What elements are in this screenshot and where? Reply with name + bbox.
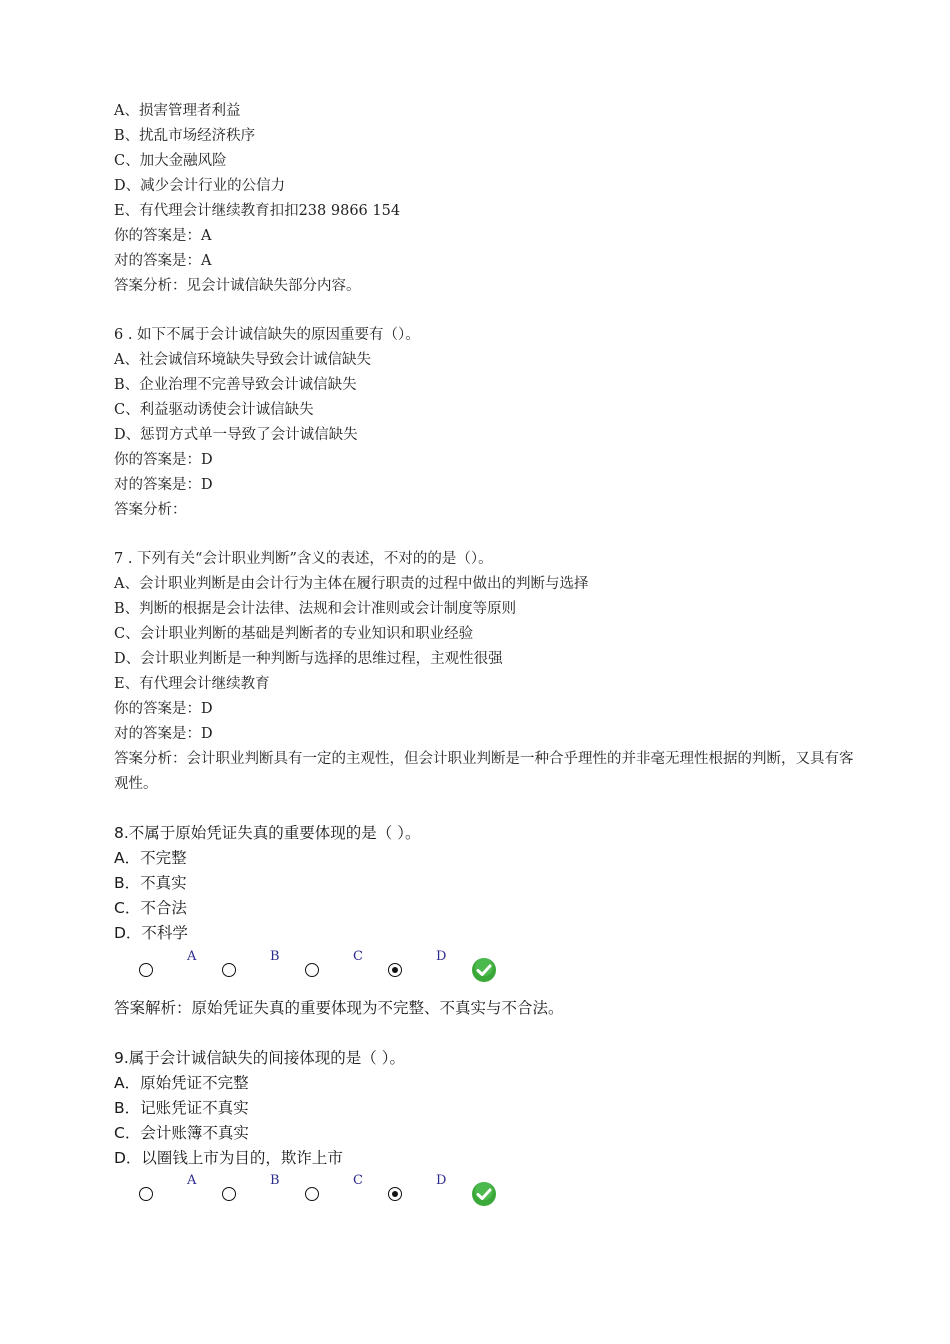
q9-choice-letter-c: C xyxy=(353,1173,363,1188)
q8-radio-d-selected[interactable] xyxy=(388,963,402,977)
q6-your-answer: 你的答案是：D xyxy=(114,452,213,468)
q9-radio-b[interactable] xyxy=(222,1187,236,1201)
q5-correct-answer: 对的答案是：A xyxy=(114,253,212,269)
q6-correct-answer: 对的答案是：D xyxy=(114,477,213,493)
q7-analysis: 答案分析：会计职业判断具有一定的主观性，但会计职业判断是一种合乎理性的并非毫无理性根据的判断，又具有客观性。 xyxy=(114,751,854,792)
q9-question: 9.属于会计诚信缺失的间接体现的是（ ）。 xyxy=(114,1049,405,1067)
q6-analysis: 答案分析： xyxy=(114,502,187,518)
q7-option-e: E、有代理会计继续教育 xyxy=(114,676,270,692)
q8-analysis: 答案解析：原始凭证失真的重要体现为不完整、不真实与不合法。 xyxy=(114,999,564,1017)
q9-option-c: C．会计账簿不真实 xyxy=(114,1124,249,1142)
q5-option-d: D、减少会计行业的公信力 xyxy=(114,178,286,194)
q8-question: 8.不属于原始凭证失真的重要体现的是（ ）。 xyxy=(114,824,421,842)
q8-option-c: C．不合法 xyxy=(114,899,187,917)
q5-option-c: C、加大金融风险 xyxy=(114,153,227,169)
q5-option-a: A、损害管理者利益 xyxy=(114,103,241,119)
q9-option-a: A．原始凭证不完整 xyxy=(114,1074,249,1092)
q5-your-answer: 你的答案是：A xyxy=(114,228,212,244)
q7-option-a: A、会计职业判断是由会计行为主体在履行职责的过程中做出的判断与选择 xyxy=(114,576,589,592)
q9-choice-letter-a: A xyxy=(187,1173,197,1188)
correct-check-icon xyxy=(471,957,497,983)
q7-option-c: C、会计职业判断的基础是判断者的专业知识和职业经验 xyxy=(114,626,474,642)
q7-option-b: B、判断的根据是会计法律、法规和会计准则或会计制度等原则 xyxy=(114,601,517,617)
q8-choice-letter-a: A xyxy=(187,949,197,964)
q9-radio-d-selected[interactable] xyxy=(388,1187,402,1201)
q6-option-b: B、企业治理不完善导致会计诚信缺失 xyxy=(114,377,357,393)
q8-radio-a[interactable] xyxy=(139,963,153,977)
q8-choice-letter-d: D xyxy=(436,949,447,964)
q5-option-b: B、扰乱市场经济秩序 xyxy=(114,128,256,144)
q9-radio-a[interactable] xyxy=(139,1187,153,1201)
q8-option-a: A．不完整 xyxy=(114,849,187,867)
q7-question: 7 . 下列有关“会计职业判断”含义的表述，不对的的是（）。 xyxy=(114,551,493,567)
q6-option-c: C、利益驱动诱使会计诚信缺失 xyxy=(114,402,314,418)
q7-option-d: D、会计职业判断是一种判断与选择的思维过程，主观性很强 xyxy=(114,651,503,667)
q6-question: 6 . 如下不属于会计诚信缺失的原因重要有（）。 xyxy=(114,327,420,343)
q9-option-b: B．记账凭证不真实 xyxy=(114,1099,249,1117)
q8-radio-c[interactable] xyxy=(305,963,319,977)
q9-option-d: D．以圈钱上市为目的，欺诈上市 xyxy=(114,1149,343,1167)
q6-option-d: D、惩罚方式单一导致了会计诚信缺失 xyxy=(114,427,358,443)
q8-choice-letter-b: B xyxy=(270,949,280,964)
q6-option-a: A、社会诚信环境缺失导致会计诚信缺失 xyxy=(114,352,371,368)
q9-choice-letter-b: B xyxy=(270,1173,280,1188)
q8-option-d: D．不科学 xyxy=(114,924,188,942)
correct-check-icon xyxy=(471,1181,497,1207)
q8-radio-b[interactable] xyxy=(222,963,236,977)
q7-correct-answer: 对的答案是：D xyxy=(114,726,213,742)
q9-radio-c[interactable] xyxy=(305,1187,319,1201)
q5-option-e: E、有代理会计继续教育扣扣238 9866 154 xyxy=(114,203,401,219)
q9-choice-letter-d: D xyxy=(436,1173,447,1188)
q7-your-answer: 你的答案是：D xyxy=(114,701,213,717)
q8-option-b: B．不真实 xyxy=(114,874,187,892)
q5-analysis: 答案分析：见会计诚信缺失部分内容。 xyxy=(114,278,361,294)
q8-choice-letter-c: C xyxy=(353,949,363,964)
